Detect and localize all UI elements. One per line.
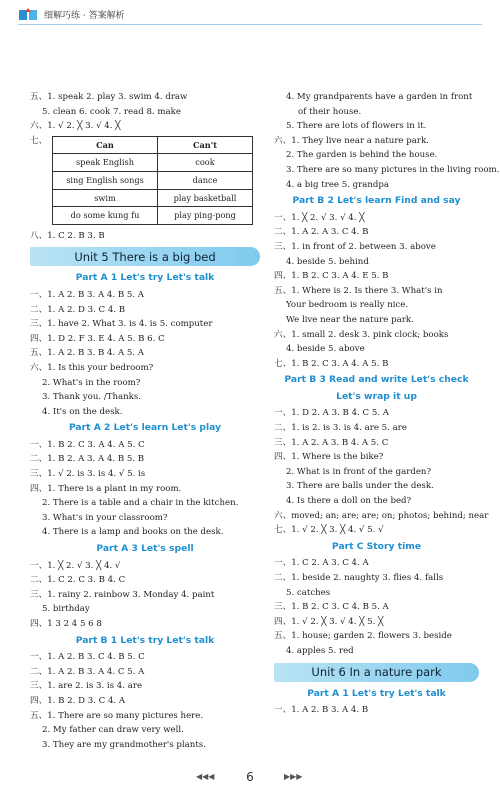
answer-line: 六、1. Is this your bedroom? (30, 362, 154, 373)
section-heading: Part A 1 Let's try Let's talk (75, 272, 215, 284)
answer-line: 四、1. √ 2. ╳ 3. √ 4. ╳ 5. ╳ (274, 616, 384, 627)
answer-line: 3. Thank you. /Thanks. (42, 392, 141, 403)
answer-line: 一、1. A 2. B 3. A 4. B (274, 705, 369, 716)
table-row (53, 207, 253, 225)
can-cant-table-block (30, 134, 260, 229)
answer-line: 八、1. C 2. B 3. B (30, 230, 105, 241)
answer-line: 六、1. small 2. desk 3. pink clock; books (274, 329, 449, 340)
answer-line: 5. catches (286, 587, 331, 598)
section-heading: Part B 1 Let's try Let's talk (75, 634, 215, 646)
answer-line: 3. There are balls under the desk. (286, 481, 434, 492)
answer-line: 3. What's in your classroom? (42, 512, 168, 523)
answer-line: 四、1. B 2. C 3. A 4. E 5. B (274, 271, 389, 282)
answer-line: 三、1. rainy 2. rainbow 3. Monday 4. paint (30, 589, 215, 600)
answer-line: 三、1. B 2. C 3. C 4. B 5. A (274, 602, 389, 613)
answer-line: 4. beside 5. behind (286, 256, 369, 267)
book-logo-icon (18, 7, 40, 21)
answer-line: 2. My father can draw very well. (42, 725, 184, 736)
answer-line: 4. a big tree 5. grandpa (286, 179, 390, 190)
next-arrows-icon: ▶▶▶ (284, 772, 303, 781)
answer-line: 五、1. A 2. B 3. B 4. A 5. A (30, 348, 145, 359)
table-cell: speak English (53, 154, 158, 172)
answer-line: 4. Is there a doll on the bed? (286, 496, 412, 507)
page-header (18, 6, 125, 22)
answer-line: 三、1. have 2. What 3. is 4. is 5. computer (30, 319, 213, 330)
left-column (30, 90, 260, 752)
answer-line: 五、1. speak 2. play 3. swim 4. draw (30, 92, 188, 102)
answer-line: 二、1. is 2. is 3. is 4. are 5. are (274, 423, 407, 434)
answer-line: 5. birthday (42, 604, 90, 615)
table-row (53, 189, 253, 207)
answer-line: 四、1. D 2. F 3. E 4. A 5. B 6. C (30, 333, 165, 344)
table-cell: do some kung fu (53, 207, 158, 225)
answer-line: 三、1. A 2. A 3. B 4. A 5. C (274, 437, 389, 448)
answer-line: 一、1. ╳ 2. √ 3. √ 4. ╳ (274, 212, 365, 223)
answer-line: 2. What is in front of the garden? (286, 466, 432, 477)
table-cell: play ping-pong (158, 207, 253, 225)
answer-line: 二、1. A 2. B 3. A 4. C 5. A (30, 666, 145, 677)
section-heading: Part B 3 Read and write Let's check (284, 374, 469, 386)
answer-line: 七、1. B 2. C 3. A 4. A 5. B (274, 358, 389, 369)
answer-line: 四、1. Where is the bike? (274, 452, 384, 463)
answer-line: 五、1. house; garden 2. flowers 3. beside (274, 631, 452, 642)
answer-line: 4. It's on the desk. (42, 406, 123, 417)
answer-line: 一、1. A 2. B 3. A 4. B 5. A (30, 289, 145, 300)
table-cell: swim (53, 189, 158, 207)
answer-line: 三、1. √ 2. is 3. is 4. √ 5. is (30, 469, 146, 480)
section-heading: Let's wrap it up (336, 390, 417, 402)
table-cell: play basketball (158, 189, 253, 207)
table-row (53, 171, 253, 189)
answer-line: 二、1. A 2. A 3. C 4. B (274, 227, 369, 238)
header-title: 细解巧练 · 答案解析 (44, 10, 125, 21)
answer-line: 三、1. in front of 2. between 3. above (274, 241, 436, 252)
answer-line: 2. What's in the room? (42, 377, 141, 388)
answer-line: 五、1. There are so many pictures here. (30, 710, 204, 721)
section-heading: Part A 3 Let's spell (96, 543, 194, 555)
answer-line: 七、1. √ 2. ╳ 3. ╳ 4. √ 5. √ (274, 525, 384, 536)
section-heading: Part C Story time (331, 540, 422, 552)
answer-line: 一、1. B 2. C 3. A 4. A 5. C (30, 439, 145, 450)
header-divider (18, 24, 482, 25)
answer-line: 5. There are lots of flowers in it. (286, 121, 427, 132)
answer-line: 2. The garden is behind the house. (286, 150, 438, 161)
answer-line: 3. There are so many pictures in the living room. (286, 164, 500, 175)
answer-line: 4. apples 5. red (286, 645, 354, 656)
table-header-cell: Can (53, 136, 158, 154)
table-header-cell: Can't (158, 136, 253, 154)
answer-line: 二、1. B 2. A 3. A 4. B 5. B (30, 454, 145, 465)
unit-title-banner: Unit 5 There is a big bed (30, 247, 260, 266)
table-cell: dance (158, 171, 253, 189)
question-label: 七、 (30, 135, 48, 146)
can-cant-table (52, 136, 253, 225)
section-heading: Part A 2 Let's learn Let's play (68, 422, 222, 434)
page-number: 6 (246, 770, 254, 784)
answer-line: 一、1. ╳ 2. √ 3. ╳ 4. √ (30, 560, 121, 571)
answer-line: 四、1. There is a plant in my room. (30, 483, 182, 494)
unit-title-banner: Unit 6 In a nature park (274, 663, 479, 682)
right-column (274, 90, 500, 718)
answer-line: 2. There is a table and a chair in the kitchen. (42, 498, 239, 509)
answer-line: 5. clean 6. cook 7. read 8. make (42, 106, 181, 117)
answer-line: 一、1. A 2. B 3. C 4. B 5. C (30, 652, 145, 663)
answer-line: 4. beside 5. above (286, 344, 365, 355)
answer-line: 四、1 3 2 4 5 6 8 (30, 619, 102, 629)
answer-line: 六、1. √ 2. ╳ 3. √ 4. ╳ (30, 121, 121, 132)
table-row (53, 154, 253, 172)
answer-line: 二、1. A 2. D 3. C 4. B (30, 304, 126, 315)
answer-line: of their house. (298, 106, 362, 117)
answer-line: 二、1. C 2. C 3. B 4. C (30, 575, 126, 586)
section-heading: Part B 2 Let's learn Find and say (292, 195, 461, 207)
table-cell: cook (158, 154, 253, 172)
table-cell: sing English songs (53, 171, 158, 189)
answer-line: 一、1. C 2. A 3. C 4. A (274, 558, 369, 569)
answer-line: 五、1. Where is 2. Is there 3. What's in (274, 285, 443, 296)
answer-line: 六、moved; an; are; are; on; photos; behind; near (274, 510, 489, 521)
answer-line: 二、1. beside 2. naughty 3. flies 4. falls (274, 573, 444, 583)
answer-line: Your bedroom is really nice. (286, 300, 409, 311)
answer-line: 三、1. are 2. is 3. is 4. are (30, 681, 143, 692)
prev-arrows-icon: ◀◀◀ (196, 772, 215, 781)
answer-line: 一、1. D 2. A 3. B 4. C 5. A (274, 408, 389, 419)
answer-line: 四、1. B 2. D 3. C 4. A (30, 695, 126, 706)
answer-line: 3. They are my grandmother's plants. (42, 739, 206, 750)
answer-line: 六、1. They live near a nature park. (274, 135, 429, 146)
answer-line: 4. There is a lamp and books on the desk. (42, 527, 224, 538)
section-heading: Part A 1 Let's try Let's talk (307, 687, 446, 699)
answer-line: 4. My grandparents have a garden in front (286, 92, 473, 102)
answer-line: We live near the nature park. (286, 314, 414, 325)
